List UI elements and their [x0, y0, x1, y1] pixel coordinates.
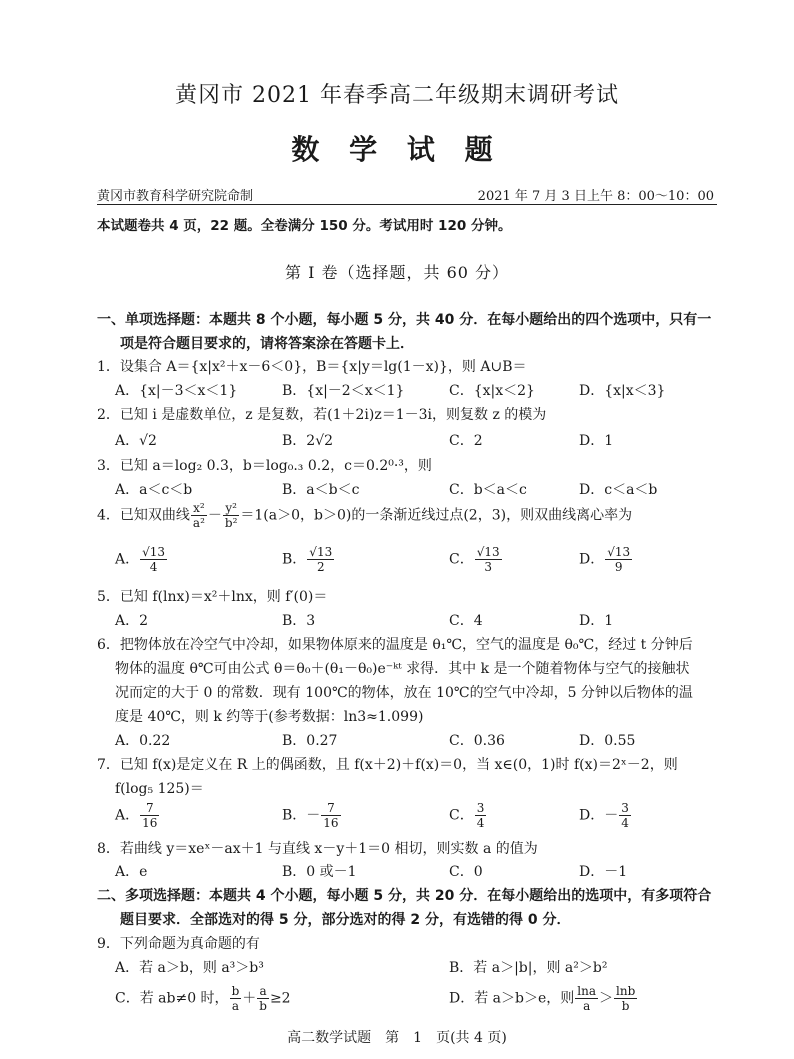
q8-stem: 8．若曲线 y＝xeˣ－ax＋1 与直线 x－y＋1＝0 相切，则实数 a 的值为 [97, 841, 538, 857]
q4-option-c [449, 545, 503, 574]
q7-option-c-letter: C． [449, 807, 474, 824]
q6-option-b: B．0.27 [282, 733, 338, 749]
q5-option-d: D．1 [579, 613, 614, 629]
q3-option-b: B．a＜b＜c [282, 482, 360, 498]
q2-option-d: D．1 [579, 433, 614, 449]
q4-option-a-letter: A． [115, 551, 140, 568]
q4-frac2-num: y² [223, 501, 240, 516]
q6-line3: 况而定的大于 0 的常数．现有 100℃的物体，放在 10℃的空气中冷却，5 分钟以后物体的温 [115, 685, 693, 701]
q4-option-c-num: √13 [476, 545, 500, 559]
q9-option-d-f1-num: lna [577, 984, 597, 998]
q9-option-d-f2-den: b [621, 999, 630, 1013]
q8-option-c: C．0 [449, 864, 483, 880]
q4-option-d [579, 545, 633, 574]
q9-option-c-post: ≥2 [269, 990, 291, 1007]
q9-option-c-f2-den: b [259, 999, 267, 1013]
q5-option-a: A．2 [115, 613, 149, 629]
section2-heading-line2: 题目要求．全部选对的得 5 分，部分选对的得 2 分，有选错的得 0 分． [120, 912, 571, 928]
q6-option-c: C．0.36 [449, 733, 505, 749]
q3-option-c: C．b＜a＜c [449, 482, 527, 498]
q7-option-a-den: 16 [142, 816, 158, 830]
q4-frac1-num: x² [191, 501, 207, 516]
q9-option-c-plus: ＋ [242, 990, 257, 1007]
q3-stem: 3．已知 a＝log₂ 0.3，b＝log₀.₃ 0.2，c＝0.2⁰·³，则 [97, 458, 432, 474]
q7-option-b-num: 7 [321, 801, 340, 816]
q7-option-d-den: 4 [621, 816, 629, 830]
q9-stem: 9．下列命题为真命题的有 [97, 936, 260, 952]
section1-heading-line1: 一、单项选择题：本题共 8 个小题，每小题 5 分，共 40 分．在每小题给出的四个选项中，只有一 [97, 312, 712, 328]
q4-option-c-letter: C． [449, 551, 474, 568]
issuer: 黄冈市教育科学研究院命制 [97, 189, 254, 204]
q7-line1: 7．已知 f(x)是定义在 R 上的偶函数，且 f(x＋2)＋f(x)＝0，当 x∈(0，1)时 f(x)＝2ˣ－2，则 [97, 757, 678, 773]
q7-option-c [449, 801, 487, 830]
q7-option-a-num: 7 [140, 801, 159, 816]
q1-stem: 1．设集合 A＝{x|x²＋x－6＜0}，B＝{x|y＝lg(1－x)}，则 A∪B＝ [97, 359, 527, 375]
q9-option-c-f1-den: a [231, 999, 239, 1013]
q4-fraction-x [191, 501, 207, 530]
q6-option-a: A．0.22 [115, 733, 171, 749]
q4-option-b-num: √13 [309, 545, 333, 559]
q4-frac2-den: b² [224, 516, 238, 530]
q1-option-a: A．{x|－3＜x＜1} [115, 383, 238, 399]
page-footer: 高二数学试题 第 1 页(共 4 页) [287, 1030, 507, 1046]
q9-option-c-f2-num: a [257, 984, 269, 999]
q1-option-c: C．{x|x＜2} [449, 383, 535, 399]
exam-datetime: 2021 年 7 月 3 日上午 8：00～10：00 [477, 189, 714, 204]
q6-line2: 物体的温度 θ℃可由公式 θ＝θ₀＋(θ₁－θ₀)e⁻ᵏᵗ 求得．其中 k 是一个随着物体与空气的接触状 [115, 661, 690, 677]
q1-option-b: B．{x|－2＜x＜1} [282, 383, 405, 399]
q9-option-c [115, 984, 291, 1013]
q8-option-a: A．e [115, 864, 148, 880]
q4-option-b-den: 2 [316, 560, 325, 574]
q5-stem: 5．已知 f(lnx)＝x²＋lnx，则 f′(0)＝ [97, 589, 328, 605]
q1-option-d: D．{x|x＜3} [579, 383, 666, 399]
q4-option-b [282, 545, 335, 574]
q2-option-b: B．2√2 [282, 433, 334, 449]
header-divider [97, 204, 717, 205]
q7-option-d-num: 3 [621, 801, 629, 815]
section1-heading-line2: 项是符合题目要求的，请将答案涂在答题卡上． [120, 336, 414, 352]
q9-option-a: A．若 a＞b，则 a³＞b³ [115, 960, 264, 976]
q6-option-d: D．0.55 [579, 733, 636, 749]
q4-stem-pre: 4．已知双曲线 [97, 507, 190, 524]
q9-option-b: B．若 a＞|b|，则 a²＞b² [449, 960, 608, 976]
q9-option-c-f1-num: b [231, 984, 240, 998]
q7-option-a-letter: A． [115, 807, 140, 824]
q3-option-a: A．a＜c＜b [115, 482, 193, 498]
section2-heading-line1: 二、多项选择题：本题共 4 个小题，每小题 5 分，共 20 分．在每小题给出的选项中，有多项符合 [97, 888, 712, 904]
q7-line2: f(log₅ 125)＝ [115, 781, 204, 797]
q7-option-d [579, 801, 632, 830]
exam-intro: 本试题卷共 4 页，22 题。全卷满分 150 分。考试用时 120 分钟。 [97, 218, 512, 234]
q7-option-b-letter: B．－ [282, 807, 321, 824]
q9-option-d-pre: D．若 a＞b＞e，则 [449, 990, 575, 1007]
q9-option-d-gt: ＞ [599, 990, 614, 1007]
q6-line1: 6．把物体放在冷空气中冷却，如果物体原来的温度是 θ₁℃，空气的温度是 θ₀℃，经过 t 分钟后 [97, 637, 693, 653]
q7-option-d-letter: D．－ [579, 807, 619, 824]
q3-option-d: D．c＜a＜b [579, 482, 658, 498]
q7-option-c-den: 4 [476, 816, 485, 830]
q4-stem-post: ＝1(a＞0，b＞0)的一条渐近线过点(2，3)，则双曲线离心率为 [240, 507, 633, 524]
q5-option-b: B．3 [282, 613, 316, 629]
q9-option-d-f2-num: lnb [616, 984, 636, 998]
q7-option-a [115, 801, 160, 830]
q5-option-c: C．4 [449, 613, 483, 629]
part1-title: 第 Ⅰ 卷（选择题，共 60 分） [284, 263, 510, 282]
subject-title: 数 学 试 题 [291, 133, 503, 166]
q2-option-c: C．2 [449, 433, 483, 449]
q4-fraction-y [223, 501, 240, 530]
q2-stem: 2．已知 i 是虚数单位，z 是复数，若(1＋2i)z＝1－3i，则复数 z 的模为 [97, 407, 547, 423]
q4-option-b-letter: B． [282, 551, 307, 568]
q4-option-c-den: 3 [484, 560, 492, 574]
q4-option-d-letter: D． [579, 551, 605, 568]
q4-option-d-den: 9 [614, 560, 623, 574]
q7-option-b-den: 16 [323, 816, 339, 830]
q7-option-c-num: 3 [476, 801, 485, 815]
q4-stem [97, 501, 632, 530]
q8-option-b: B．0 或－1 [282, 864, 357, 880]
q4-option-a [115, 545, 168, 574]
q4-option-d-num: √13 [607, 545, 631, 559]
exam-title: 黄冈市 2021 年春季高二年级期末调研考试 [175, 83, 619, 108]
q2-option-a: A．√2 [115, 433, 157, 449]
q9-option-c-pre: C．若 ab≠0 时， [115, 990, 229, 1007]
q4-frac1-den: a² [192, 516, 205, 530]
q8-option-d: D．－1 [579, 864, 628, 880]
q9-option-d-f1-den: a [583, 999, 591, 1013]
q4-minus: － [207, 507, 222, 524]
q4-option-a-num: √13 [142, 545, 166, 559]
q7-option-b [282, 801, 342, 830]
q6-line4: 度是 40℃，则 k 约等于(参考数据：ln3≈1.099) [115, 709, 424, 725]
q4-option-a-den: 4 [149, 560, 158, 574]
q9-option-d [449, 984, 638, 1013]
